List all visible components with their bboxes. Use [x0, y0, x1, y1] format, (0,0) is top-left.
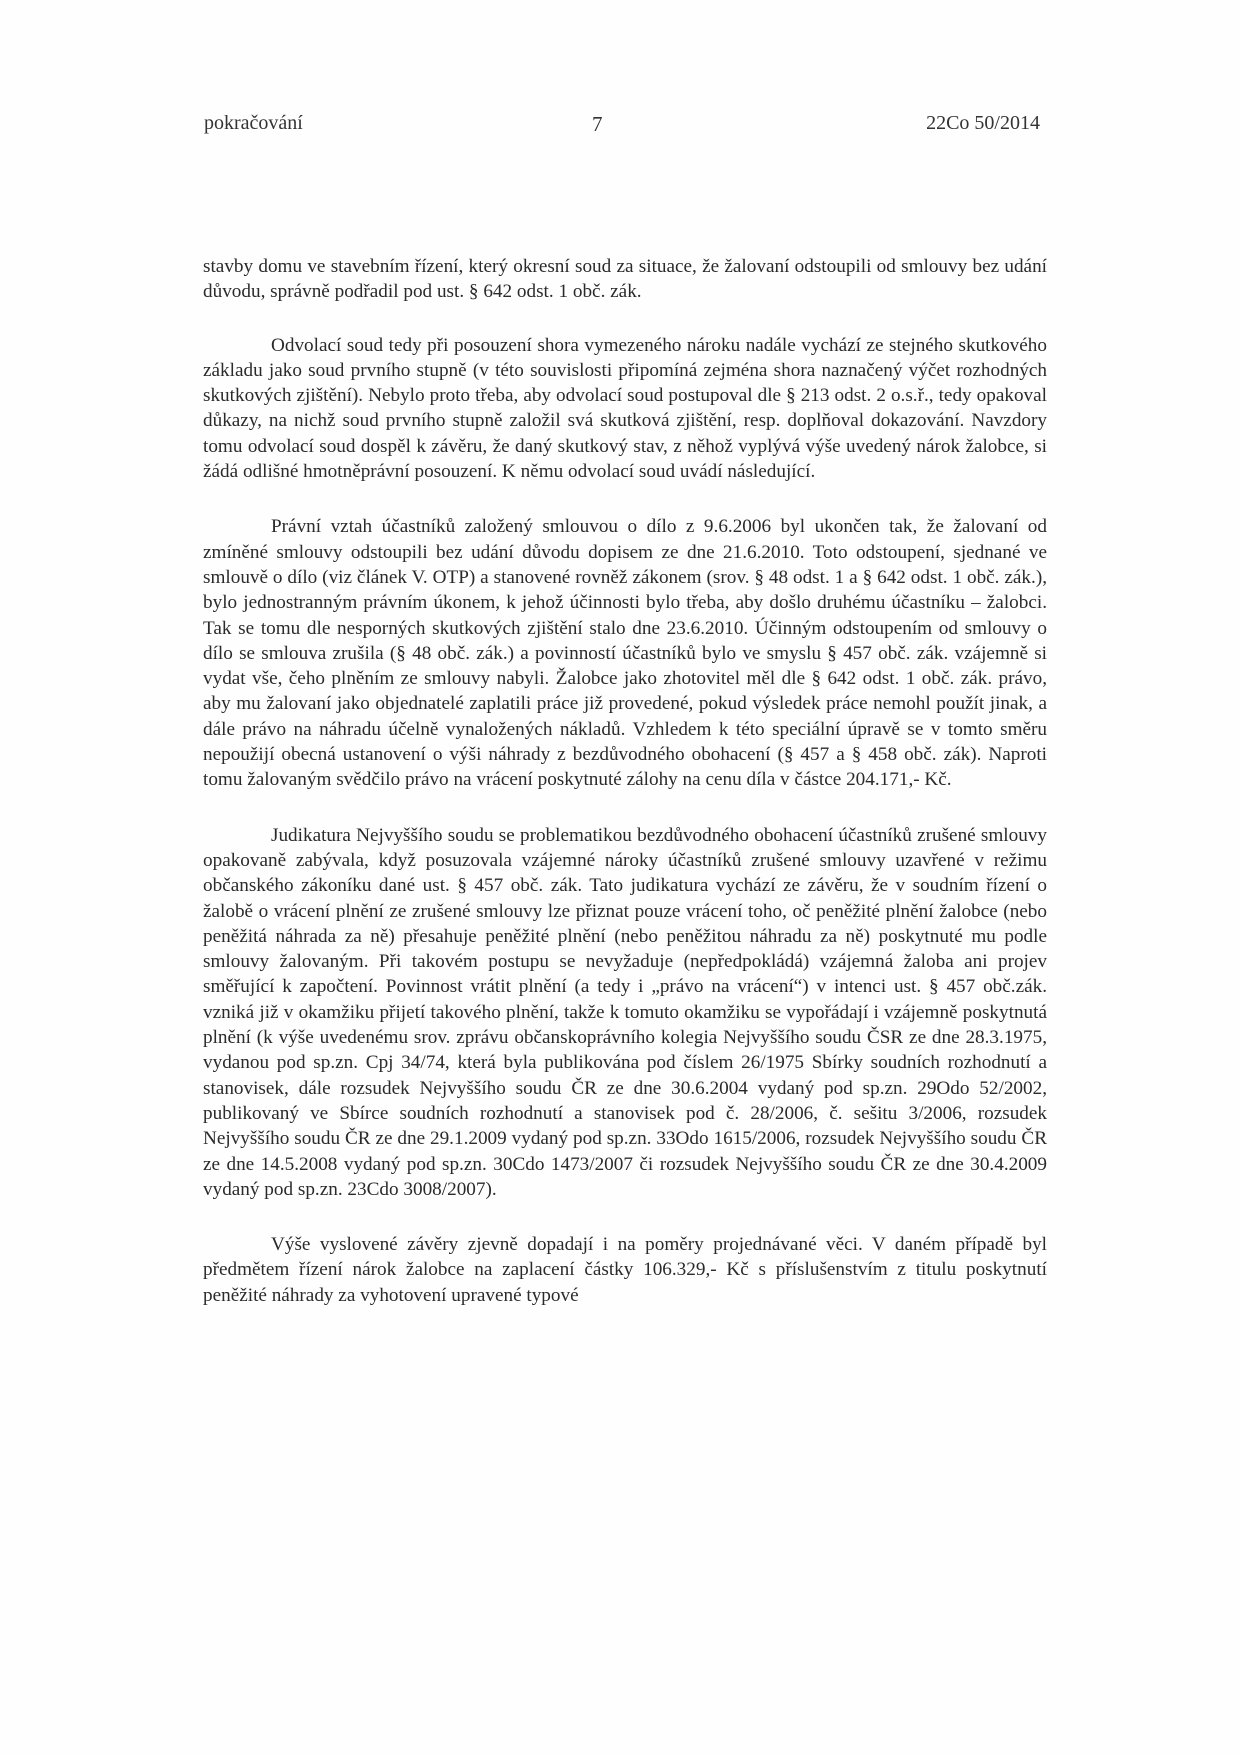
- page-number: 7: [592, 112, 603, 136]
- case-number: 22Co 50/2014: [926, 112, 1040, 134]
- document-body: [203, 254, 1047, 1338]
- paragraph: Odvolací soud tedy při posouzení shora vymezeného nároku nadále vychází ze stejného skutkového základu jako soud prvního stupně (v této souvislosti připomíná zejména shora naznačený výčet rozhodných skutkových zjištění). Nebylo proto třeba, aby odvolací soud postupoval dle § 213 odst. 2 o.s.ř., tedy opakoval důkazy, na nichž soud prvního stupně založil svá skutková zjištění, resp. doplňoval dokazování. Navzdory tomu odvolací soud dospěl k závěru, že daný skutkový stav, z něhož vyplývá výše uvedený nárok žalobce, si žádá odlišné hmotněprávní posouzení. K němu odvolací soud uvádí následující.: [203, 334, 1047, 483]
- continuation-label: pokračování: [204, 112, 303, 134]
- paragraph: Právní vztah účastníků založený smlouvou o dílo z 9.6.2006 byl ukončen tak, že žalovaní od zmíněné smlouvy odstoupili bez udání důvodu dopisem ze dne 21.6.2010. Toto odstoupení, sjednané ve smlouvě o dílo (viz článek V. OTP) a stanovené rovněž zákonem (srov. § 48 odst. 1 a § 642 odst. 1 obč. zák.), bylo jednostranným právním úkonem, k jehož účinnosti bylo třeba, aby došlo druhému účastníku – žalobci. Tak se tomu dle nesporných skutkových zjištění stalo dne 23.6.2010. Účinným odstoupením od smlouvy o dílo se smlouva zrušila (§ 48 obč. zák.) a povinností účastníků bylo ve smyslu § 457 obč. zák. vzájemně si vydat vše, čeho plněním ze smlouvy nabyli. Žalobce jako zhotovitel měl dle § 642 odst. 1 obč. zák. právo, aby mu žalovaní jako objednatelé zaplatili práce již provedené, pokud výsledek práce nemohl použít jinak, a dále právo na náhradu účelně vynaložených nákladů. Vzhledem k této speciální úpravě se v tomto směru nepoužijí obecná ustanovení o výši náhrady z bezdůvodného obohacení (§ 457 a § 458 obč. zák). Naproti tomu žalovaným svědčilo právo na vrácení poskytnuté zálohy na cenu díla v částce 204.171,- Kč.: [203, 516, 1047, 791]
- paragraph: Judikatura Nejvyššího soudu se problematikou bezdůvodného obohacení účastníků zrušené smlouvy opakovaně zabývala, když posuzovala vzájemné nároky účastníků zrušené smlouvy uzavřené v režimu občanského zákoníku dané ust. § 457 obč. zák. Tato judikatura vychází ze závěru, že v soudním řízení o žalobě o vrácení plnění ze zrušené smlouvy lze přiznat pouze vrácení toho, oč peněžité plnění žalobce (nebo peněžitá náhrada za ně) přesahuje peněžité plnění (nebo peněžitou náhradu za ně) poskytnuté mu podle smlouvy žalovaným. Při takovém postupu se nevyžaduje (nepředpokládá) vzájemná žaloba ani projev směřující k započtení. Povinnost vrátit plnění (a tedy i „právo na vrácení“) v intenci ust. § 457 obč.zák. vzniká již v okamžiku přijetí takového plnění, takže k tomuto okamžiku se vypořádají i vzájemně poskytnutá plnění (k výše uvedenému srov. zprávu občanskoprávního kolegia Nejvyššího soudu ČSR ze dne 28.3.1975, vydanou pod sp.zn. Cpj 34/74, která byla publikována pod číslem 26/1975 Sbírky soudních rozhodnutí a stanovisek, dále rozsudek Nejvyššího soudu ČR ze dne 30.6.2004 vydaný pod sp.zn. 29Odo 52/2002, publikovaný ve Sbírce soudních rozhodnutí a stanovisek pod č. 28/2006, č. sešitu 3/2006, rozsudek Nejvyššího soudu ČR ze dne 29.1.2009 vydaný pod sp.zn. 33Odo 1615/2006, rozsudek Nejvyššího soudu ČR ze dne 14.5.2008 vydaný pod sp.zn. 30Cdo 1473/2007 či rozsudek Nejvyššího soudu ČR ze dne 30.4.2009 vydaný pod sp.zn. 23Cdo 3008/2007).: [203, 824, 1047, 1200]
- page-header: [204, 112, 1040, 142]
- paragraph: Výše vyslovené závěry zjevně dopadají i na poměry projednávané věci. V daném případě byl předmětem řízení nárok žalobce na zaplacení částky 106.329,- Kč s příslušenstvím z titulu poskytnutí peněžité náhrady za vyhotovení upravené typové: [203, 1234, 1047, 1306]
- paragraph-continuation: stavby domu ve stavebním řízení, který okresní soud za situace, že žalovaní odstoupili od smlouvy bez udání důvodu, správně podřadil pod ust. § 642 odst. 1 obč. zák.: [203, 256, 1047, 303]
